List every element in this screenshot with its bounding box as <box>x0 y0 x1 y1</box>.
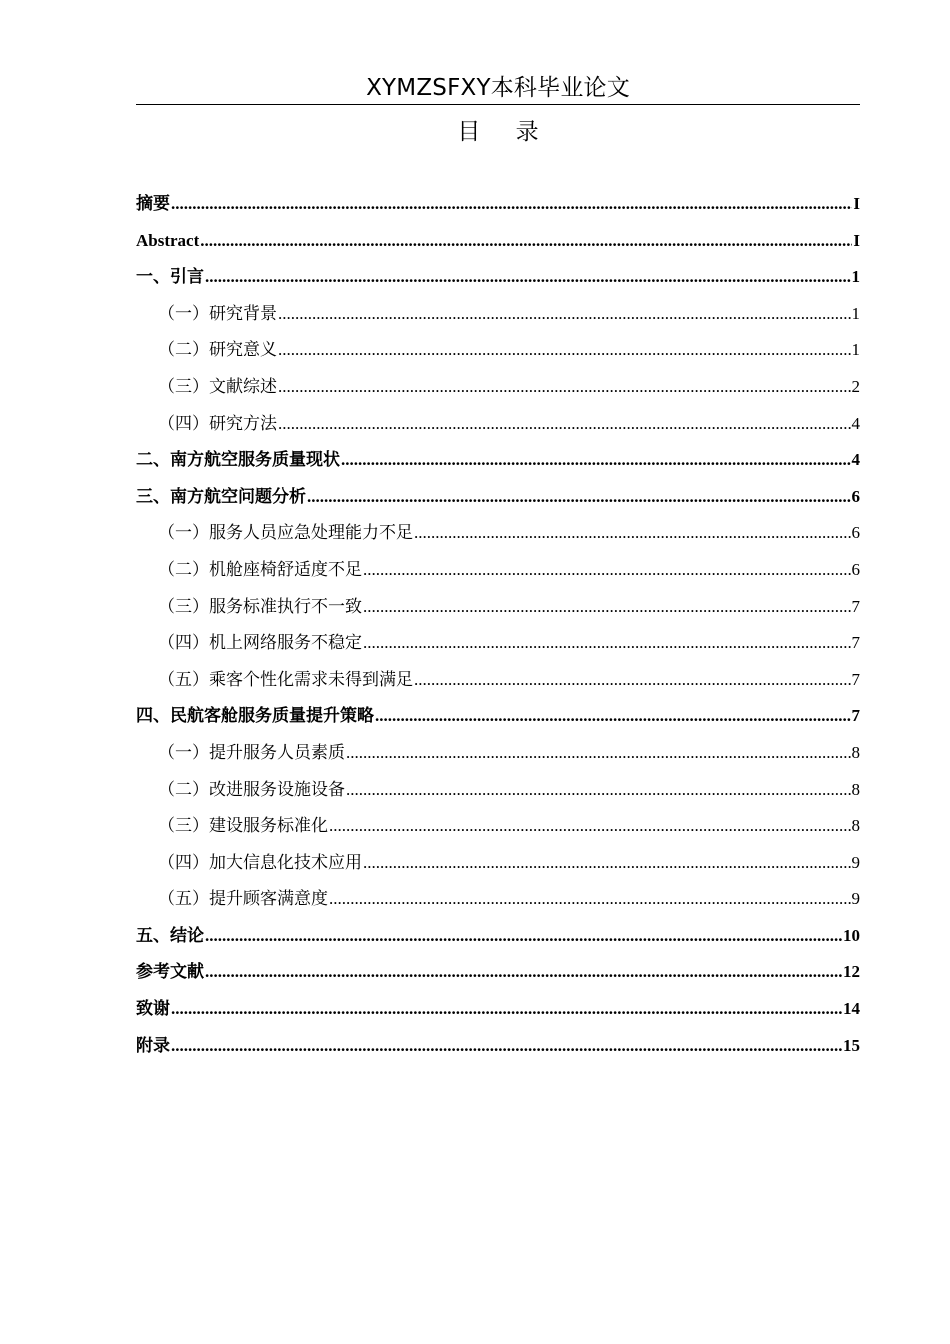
toc-entry[interactable] <box>136 589 860 626</box>
toc-dot-leader <box>278 296 851 333</box>
toc-entry[interactable] <box>136 735 860 772</box>
toc-dot-leader <box>363 589 851 626</box>
toc-entry-page: I <box>853 194 860 213</box>
toc-dot-leader <box>346 735 851 772</box>
toc-entry-label: 二、南方航空服务质量现状 <box>136 450 340 470</box>
toc-title: 目 录 <box>457 119 553 145</box>
toc-dot-leader <box>414 515 851 552</box>
toc-entry-page: 14 <box>843 999 860 1019</box>
toc-entry-label: 一、引言 <box>136 267 204 287</box>
toc-dot-leader <box>363 625 851 662</box>
toc-entry[interactable] <box>136 662 860 699</box>
toc-entry-page: 1 <box>851 267 860 287</box>
toc-dot-leader <box>200 223 852 260</box>
toc-dot-leader <box>363 845 851 882</box>
toc-entry-page: 7 <box>851 669 860 689</box>
toc-entry-page: 7 <box>851 706 860 726</box>
toc-entry-page: 2 <box>851 376 860 396</box>
toc-entry-page: 1 <box>851 340 860 360</box>
toc-entry[interactable] <box>136 369 860 406</box>
toc-entry[interactable] <box>136 296 860 333</box>
toc-dot-leader <box>414 662 851 699</box>
toc-entry[interactable] <box>136 442 860 479</box>
toc-dot-leader <box>171 186 852 223</box>
toc-entry-page: 10 <box>843 925 860 945</box>
toc-entry-label: （五）乘客个性化需求未得到满足 <box>158 669 413 689</box>
toc-entry[interactable] <box>136 918 860 955</box>
toc-entry-label: 参考文献 <box>136 962 204 982</box>
toc-entry-label: （一）服务人员应急处理能力不足 <box>158 523 413 543</box>
toc-entry[interactable] <box>136 625 860 662</box>
toc-entry-label: （四）机上网络服务不稳定 <box>158 633 362 653</box>
toc-entry[interactable] <box>136 515 860 552</box>
toc-entry-label: （一）提升服务人员素质 <box>158 742 345 762</box>
toc-dot-leader <box>363 552 851 589</box>
toc-dot-leader <box>278 332 851 369</box>
toc-dot-leader <box>307 479 851 516</box>
page-header-title: XYMZSFXY本科毕业论文 <box>366 75 630 101</box>
toc-entry-label: （三）文献综述 <box>158 376 277 396</box>
toc-entry-page: 8 <box>851 779 860 799</box>
toc-entry[interactable] <box>136 186 860 223</box>
toc-entry-label: 附录 <box>136 1035 170 1055</box>
toc-entry[interactable] <box>136 991 860 1028</box>
toc-entry-label: 致谢 <box>136 999 170 1019</box>
toc-entry-page: 1 <box>851 303 860 323</box>
toc-entry[interactable] <box>136 698 860 735</box>
toc-entry[interactable] <box>136 1028 860 1065</box>
toc-entry[interactable] <box>136 845 860 882</box>
toc-entry-label: Abstract <box>136 230 200 250</box>
toc-entry-label: （四）研究方法 <box>158 413 277 433</box>
toc-entry[interactable] <box>136 881 860 918</box>
toc-dot-leader <box>329 808 851 845</box>
toc-dot-leader <box>346 772 851 809</box>
toc-entry-page: 12 <box>843 962 860 982</box>
toc-dot-leader <box>171 991 842 1028</box>
toc-entry-page: 15 <box>843 1035 860 1055</box>
toc-entry[interactable] <box>136 223 860 260</box>
toc-entry-label: 四、民航客舱服务质量提升策略 <box>136 706 374 726</box>
toc-entry[interactable] <box>136 808 860 845</box>
toc-dot-leader <box>205 918 842 955</box>
toc-entry[interactable] <box>136 406 860 443</box>
toc-dot-leader <box>171 1028 842 1065</box>
toc-entry-page: 4 <box>851 413 860 433</box>
toc-entry-label: 三、南方航空问题分析 <box>136 486 306 506</box>
toc-entry[interactable] <box>136 332 860 369</box>
toc-entry-label: （四）加大信息化技术应用 <box>158 852 362 872</box>
toc-entry-label: （三）建设服务标准化 <box>158 816 328 836</box>
toc-dot-leader <box>278 406 851 443</box>
toc-entry-page: 4 <box>851 450 860 470</box>
toc-dot-leader <box>205 954 842 991</box>
toc-entry-page: 6 <box>851 486 860 506</box>
toc-entry-label: 五、结论 <box>136 925 204 945</box>
toc-entry-page: 8 <box>851 816 860 836</box>
toc-entry-label: （二）改进服务设施设备 <box>158 779 345 799</box>
toc-entry[interactable] <box>136 772 860 809</box>
toc-entry-label: （二）机舱座椅舒适度不足 <box>158 559 362 579</box>
toc-dot-leader <box>375 698 851 735</box>
toc-entry-label: （三）服务标准执行不一致 <box>158 596 362 616</box>
toc-entry-page: 6 <box>851 523 860 543</box>
toc-entry-label: （一）研究背景 <box>158 303 277 323</box>
toc-entry[interactable] <box>136 552 860 589</box>
toc-entry-page: 7 <box>851 633 860 653</box>
toc-dot-leader <box>329 881 851 918</box>
toc-entry-page: 9 <box>851 852 860 872</box>
header-rule <box>136 104 860 105</box>
toc-entry-page: 6 <box>851 559 860 579</box>
toc-entry-page: 9 <box>851 889 860 909</box>
toc-entry[interactable] <box>136 259 860 296</box>
toc-entry-page: 8 <box>851 742 860 762</box>
toc-entry[interactable] <box>136 954 860 991</box>
toc-dot-leader <box>341 442 851 479</box>
table-of-contents <box>136 186 860 1064</box>
toc-dot-leader <box>278 369 851 406</box>
toc-entry-page: I <box>853 230 860 250</box>
toc-entry[interactable] <box>136 479 860 516</box>
toc-entry-label: （五）提升顾客满意度 <box>158 889 328 909</box>
toc-dot-leader <box>205 259 851 296</box>
toc-entry-label: （二）研究意义 <box>158 340 277 360</box>
toc-entry-label: 摘要 <box>136 194 170 213</box>
toc-entry-page: 7 <box>851 596 860 616</box>
